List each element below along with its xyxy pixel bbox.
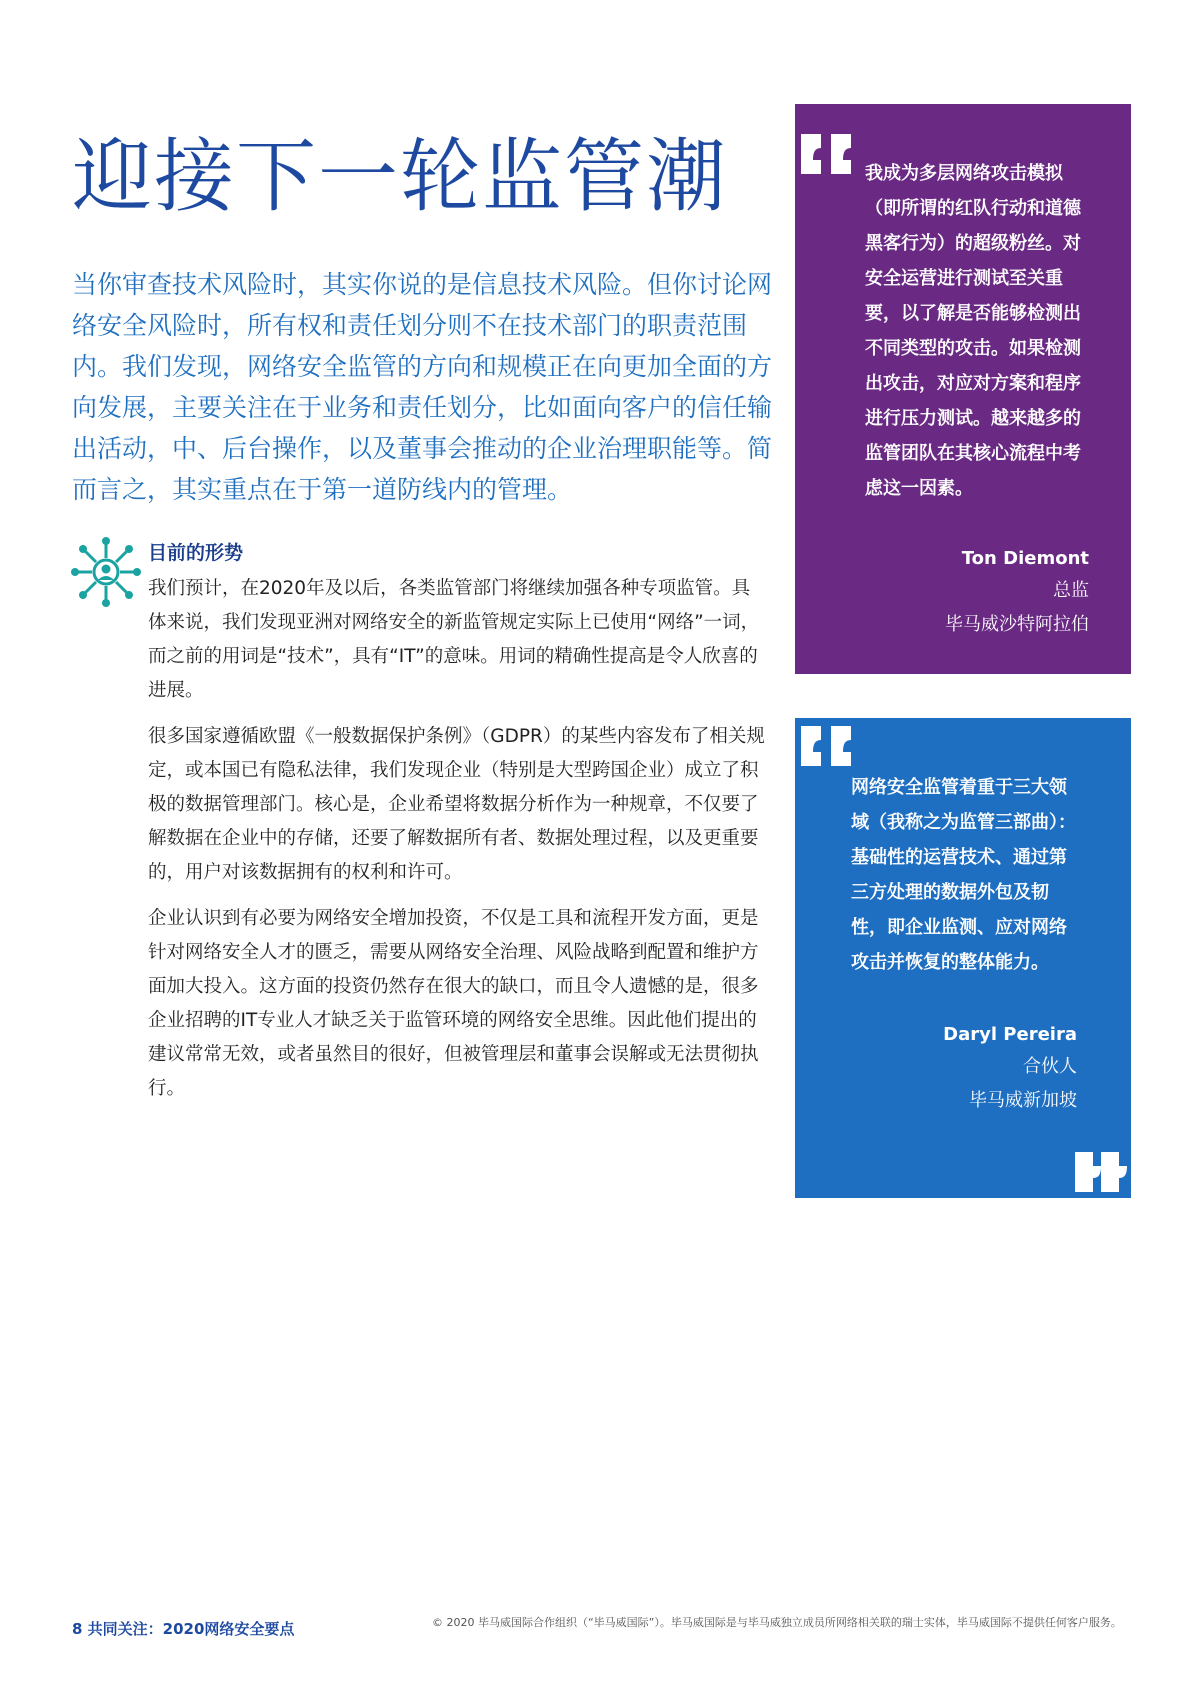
section-title: 目前的形势 bbox=[148, 542, 244, 564]
people-network-icon bbox=[70, 536, 142, 608]
open-quote-icon bbox=[799, 722, 859, 768]
intro-paragraph: 当你审查技术风险时，其实你说的是信息技术风险。但你讨论网络安全风险时，所有权和责任划分则不在技术部门的职责范围内。我们发现，网络安全监管的方向和规模正在向更加全面的方向发展，主要关注在于业务和责任划分，比如面向客户的信任输出活动，中、后台操作，以及董事会推动的企业治理职能等。简而言之，其实重点在于第一道防线内的管理。 bbox=[72, 270, 773, 504]
quote-author-org: 毕马威沙特阿拉伯 bbox=[945, 614, 1089, 635]
quote-author-role: 总监 bbox=[1053, 580, 1089, 601]
quote-attribution bbox=[945, 544, 1089, 642]
quote-author-role: 合伙人 bbox=[1023, 1056, 1077, 1077]
body-paragraph: 我们预计，在2020年及以后，各类监管部门将继续加强各种专项监管。具体来说，我们发现亚洲对网络安全的新监管规定实际上已使用“网络”一词，而之前的用词是“技术”，具有“IT”的意味。用词的精确性提高是令人欣喜的进展。 bbox=[148, 578, 760, 701]
quote-author-name: Ton Diemont bbox=[961, 548, 1089, 569]
quote-author-name: Daryl Pereira bbox=[943, 1024, 1077, 1045]
open-quote-icon bbox=[799, 130, 859, 176]
footer-page-label: 8 共同关注：2020网络安全要点 bbox=[72, 1620, 295, 1638]
close-quote-icon bbox=[1071, 1150, 1127, 1194]
quote-box-blue bbox=[795, 718, 1131, 1198]
footer-copyright: © 2020 毕马威国际合作组织（“毕马威国际”）。毕马威国际是与毕马威独立成员所网络相关联的瑞士实体，毕马威国际不提供任何客户服务。 bbox=[432, 1616, 1122, 1629]
quote-attribution bbox=[943, 1020, 1077, 1118]
body-paragraph: 企业认识到有必要为网络安全增加投资，不仅是工具和流程开发方面，更是针对网络安全人才的匮乏，需要从网络安全治理、风险战略到配置和维护方面加大投入。这方面的投资仍然存在很大的缺口，而且令人遗憾的是，很多企业招聘的IT专业人才缺乏关于监管环境的网络安全思维。因此他们提出的建议常常无效，或者虽然目的很好，但被管理层和董事会误解或无法贯彻执行。 bbox=[148, 908, 759, 1099]
body-paragraph: 很多国家遵循欧盟《一般数据保护条例》（GDPR）的某些内容发布了相关规定，或本国已有隐私法律，我们发现企业（特别是大型跨国企业）成立了积极的数据管理部门。核心是，企业希望将数据分析作为一种规章，不仅要了解数据在企业中的存储，还要了解数据所有者、数据处理过程，以及更重要的，用户对该数据拥有的权利和许可。 bbox=[148, 726, 765, 883]
section-body bbox=[148, 572, 768, 1118]
quote-author-org: 毕马威新加坡 bbox=[969, 1090, 1077, 1111]
quote-box-purple bbox=[795, 104, 1131, 674]
quote-text: 我成为多层网络攻击模拟（即所谓的红队行动和道德黑客行为）的超级粉丝。对安全运营进行测试至关重要，以了解是否能够检测出不同类型的攻击。如果检测出攻击，对应对方案和程序进行压力测试。越来越多的监管团队在其核心流程中考虑这一因素。 bbox=[865, 163, 1081, 499]
quote-text: 网络安全监管着重于三大领域（我称之为监管三部曲）：基础性的运营技术、通过第三方处理的数据外包及韧性，即企业监测、应对网络攻击并恢复的整体能力。 bbox=[851, 777, 1076, 973]
page-title: 迎接下一轮监管潮 bbox=[72, 130, 728, 223]
